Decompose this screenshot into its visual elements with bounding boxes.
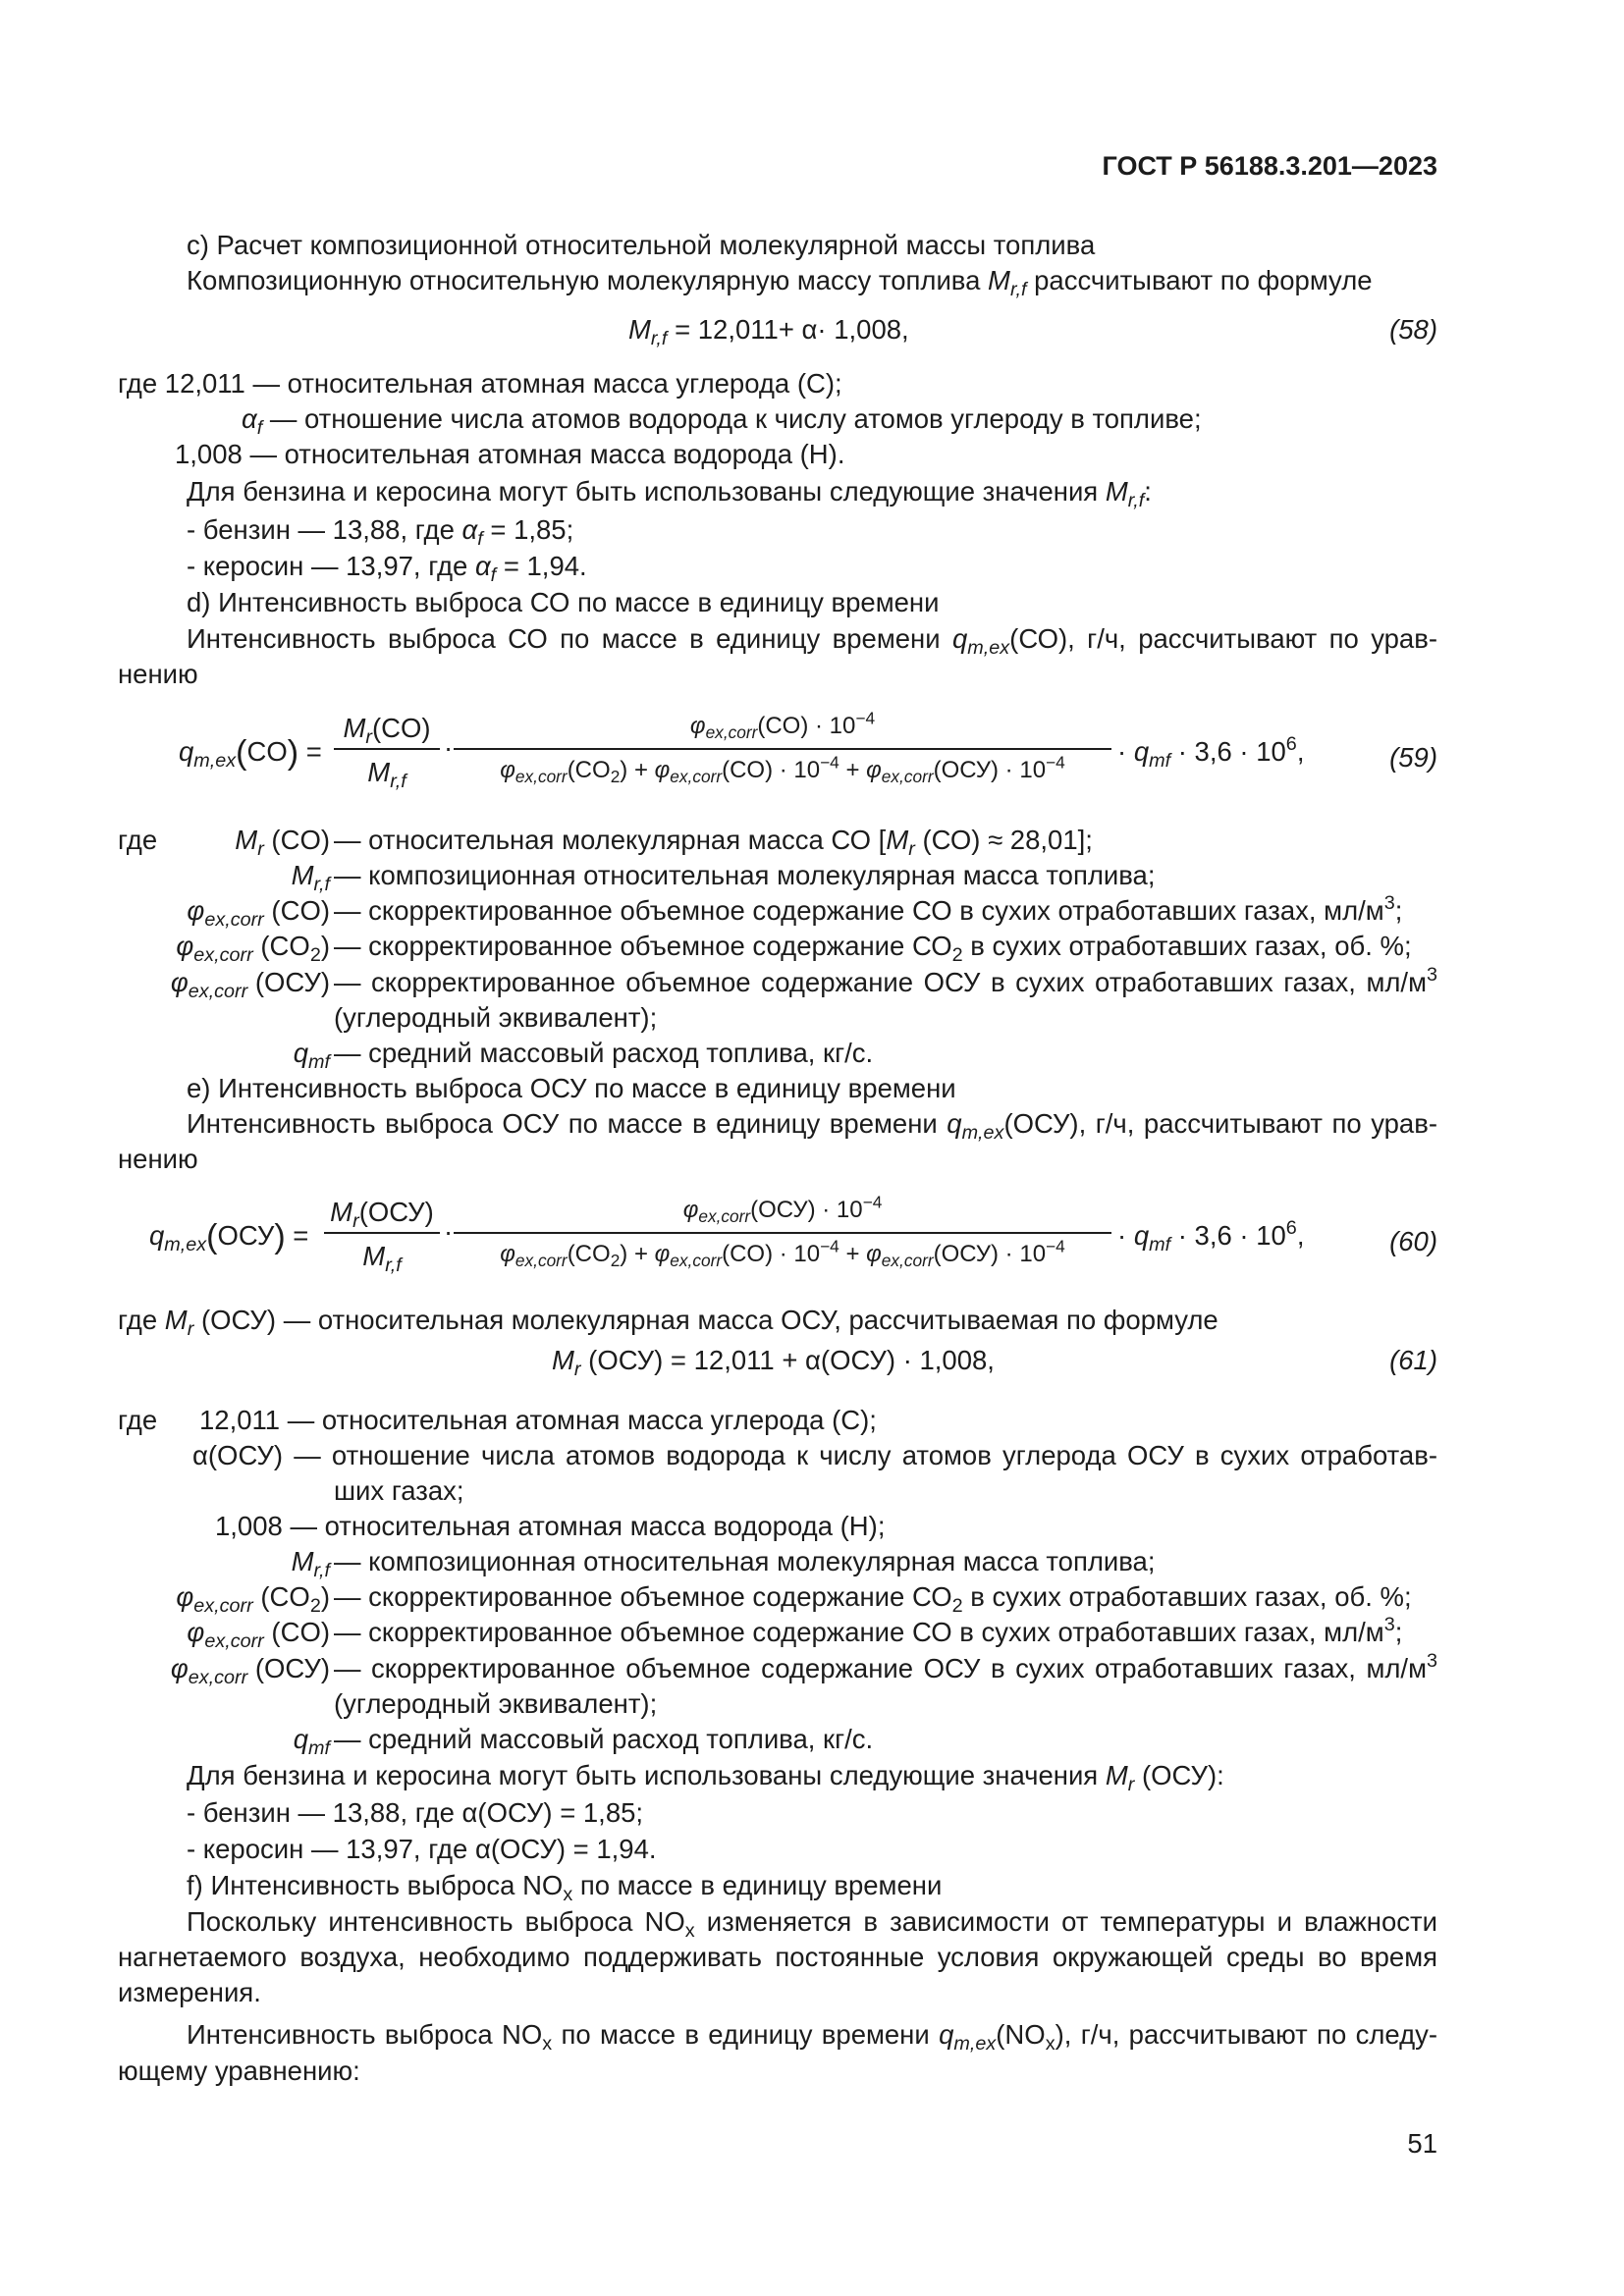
values-intro-c: Для бензина и керосина могут быть использованы следующие значения $M_{r,f}$: xyxy=(187,476,1152,511)
mr-osu-definition: где $M_r$ (ОСУ) — относительная молекулярная масса ОСУ, рассчитываемая по формуле xyxy=(118,1305,1218,1340)
def-61-7-symbol: $\varphi_{ex,corr}$ (ОСУ) xyxy=(170,1653,330,1688)
section-f-paragraph-1-line-2: нагнетаемого воздуха, необходимо поддерживать постоянные условия окружающей среды во время xyxy=(118,1942,1437,1972)
value-petrol-c: - бензин — 13,88, где $\alpha_f = 1,85$; xyxy=(187,514,574,550)
def-59-1-symbol: $M_r$ (CO) xyxy=(235,825,330,860)
document-id: ГОСТ Р 56188.3.201—2023 xyxy=(1102,151,1437,181)
formula-58: $M_{r,f} = 12,011+ \alpha\cdot 1,008$, xyxy=(628,314,909,349)
def-61-6-symbol: $\varphi_{ex,corr}$ (CO) xyxy=(187,1617,330,1652)
def-61-2-cont: ших газах; xyxy=(334,1475,464,1506)
where-61-label: где xyxy=(118,1405,158,1435)
value-kerosene-e: - керосин — 13,97, где α(ОСУ) = 1,94. xyxy=(187,1834,657,1864)
where-58-line-1: где 12,011 — относительная атомная масса углерода (С); xyxy=(118,368,842,399)
formula-61: $M_r$ (ОСУ) = 12,011 + α(ОСУ) · 1,008, xyxy=(552,1345,995,1380)
def-61-8: — средний массовый расход топлива, кг/с. xyxy=(334,1724,874,1754)
def-59-5-symbol: $\varphi_{ex,corr}$ (ОСУ) xyxy=(170,967,330,1002)
section-e-intro: Интенсивность выброса ОСУ по массе в единицу времени $q_{m,ex}(ОСУ)$, г/ч, рассчитывают по урав- xyxy=(187,1108,1437,1144)
def-61-5: — скорректированное объемное содержание $СО_2$ в сухих отработавших газах, об. %; xyxy=(334,1581,1412,1617)
value-kerosene-c: - керосин — 13,97, где $\alpha_f = 1,94$. xyxy=(187,551,587,586)
def-61-7: — скорректированное объемное содержание ОСУ в сухих отработавших газах, $мл/м^3$ xyxy=(334,1650,1437,1683)
def-59-6: — средний массовый расход топлива, кг/с. xyxy=(334,1038,874,1068)
def-61-8-symbol: $q_{mf}$ xyxy=(293,1724,330,1759)
equation-number-58: (58) xyxy=(1389,314,1437,345)
section-e-title: e) Интенсивность выброса ОСУ по массе в единицу времени xyxy=(187,1073,956,1103)
section-c-title: c) Расчет композиционной относительной молекулярной массы топлива xyxy=(187,230,1096,260)
equation-number-61: (61) xyxy=(1389,1345,1437,1375)
def-61-2: α(ОСУ) — отношение числа атомов водорода к числу атомов углерода ОСУ в сухих отработав- xyxy=(192,1440,1437,1470)
def-61-4-symbol: $M_{r,f}$ xyxy=(291,1546,330,1581)
section-f-paragraph-2-line-2: ющему уравнению: xyxy=(118,2056,360,2086)
section-d-intro-cont: нению xyxy=(118,659,198,689)
where-59-label: где xyxy=(118,825,158,855)
section-f-paragraph-1-line-3: измерения. xyxy=(118,1977,261,2007)
where-58-line-3: 1,008 — относительная атомная масса водорода (Н). xyxy=(175,439,845,469)
def-61-3: 1,008 — относительная атомная масса водорода (Н); xyxy=(215,1511,886,1541)
def-61-5-symbol: $\varphi_{ex,corr}$ $(CO_2)$ xyxy=(176,1581,330,1617)
def-59-6-symbol: $q_{mf}$ xyxy=(293,1038,330,1073)
def-59-4-symbol: $\varphi_{ex,corr}$ $(CO_2)$ xyxy=(176,931,330,966)
section-f-paragraph-1: Поскольку интенсивность выброса $NO_x$ изменяется в зависимости от температуры и влажности xyxy=(187,1906,1437,1942)
def-59-1: — относительная молекулярная масса СО [$M_r$ (СО) ≈ 28,01]; xyxy=(334,825,1093,860)
def-59-5: — скорректированное объемное содержание ОСУ в сухих отработавших газах, $мл/м^3$ xyxy=(334,964,1437,997)
section-e-intro-cont: нению xyxy=(118,1144,198,1174)
where-58-line-2: $\alpha_f$ — отношение числа атомов водорода к числу атомов углероду в топливе; xyxy=(242,403,1202,439)
section-d-title: d) Интенсивность выброса СО по массе в единицу времени xyxy=(187,587,940,617)
equation-number-60: (60) xyxy=(1389,1226,1437,1256)
section-c-intro: Композиционную относительную молекулярную массу топлива $M_{r,f}$ рассчитывают по формуле xyxy=(187,265,1373,300)
section-d-intro: Интенсивность выброса СО по массе в единицу времени $q_{m,ex}(СО)$, г/ч, рассчитывают по урав- xyxy=(187,623,1437,659)
def-61-1: 12,011 — относительная атомная масса углерода (С); xyxy=(199,1405,877,1435)
def-59-2-symbol: $M_{r,f}$ xyxy=(291,860,330,895)
values-intro-e: Для бензина и керосина могут быть использованы следующие значения $M_r$ (ОСУ): xyxy=(187,1760,1224,1795)
equation-number-59: (59) xyxy=(1389,742,1437,773)
section-f-title: f) Интенсивность выброса $NO_x$ по массе в единицу времени xyxy=(187,1870,943,1905)
def-59-3: — скорректированное объемное содержание СО в сухих отработавших газах, $мл/м^3$; xyxy=(334,892,1403,926)
def-61-6: — скорректированное объемное содержание СО в сухих отработавших газах, $мл/м^3$; xyxy=(334,1614,1403,1647)
def-61-4: — композиционная относительная молекулярная масса топлива; xyxy=(334,1546,1156,1576)
page-number: 51 xyxy=(1407,2128,1437,2159)
def-59-2: — композиционная относительная молекулярная масса топлива; xyxy=(334,860,1156,890)
def-59-4: — скорректированное объемное содержание $СО_2$ в сухих отработавших газах, об. %; xyxy=(334,931,1412,966)
def-59-3-symbol: $\varphi_{ex,corr}$ (CO) xyxy=(187,895,330,931)
value-petrol-e: - бензин — 13,88, где α(ОСУ) = 1,85; xyxy=(187,1797,644,1828)
def-61-7-cont: (углеродный эквивалент); xyxy=(334,1688,658,1719)
def-59-5-cont: (углеродный эквивалент); xyxy=(334,1002,658,1033)
section-f-paragraph-2: Интенсивность выброса $NO_x$ по массе в единицу времени $q_{m,ex}(NO_x)$, г/ч, рассчитывают по следу- xyxy=(187,2019,1438,2055)
